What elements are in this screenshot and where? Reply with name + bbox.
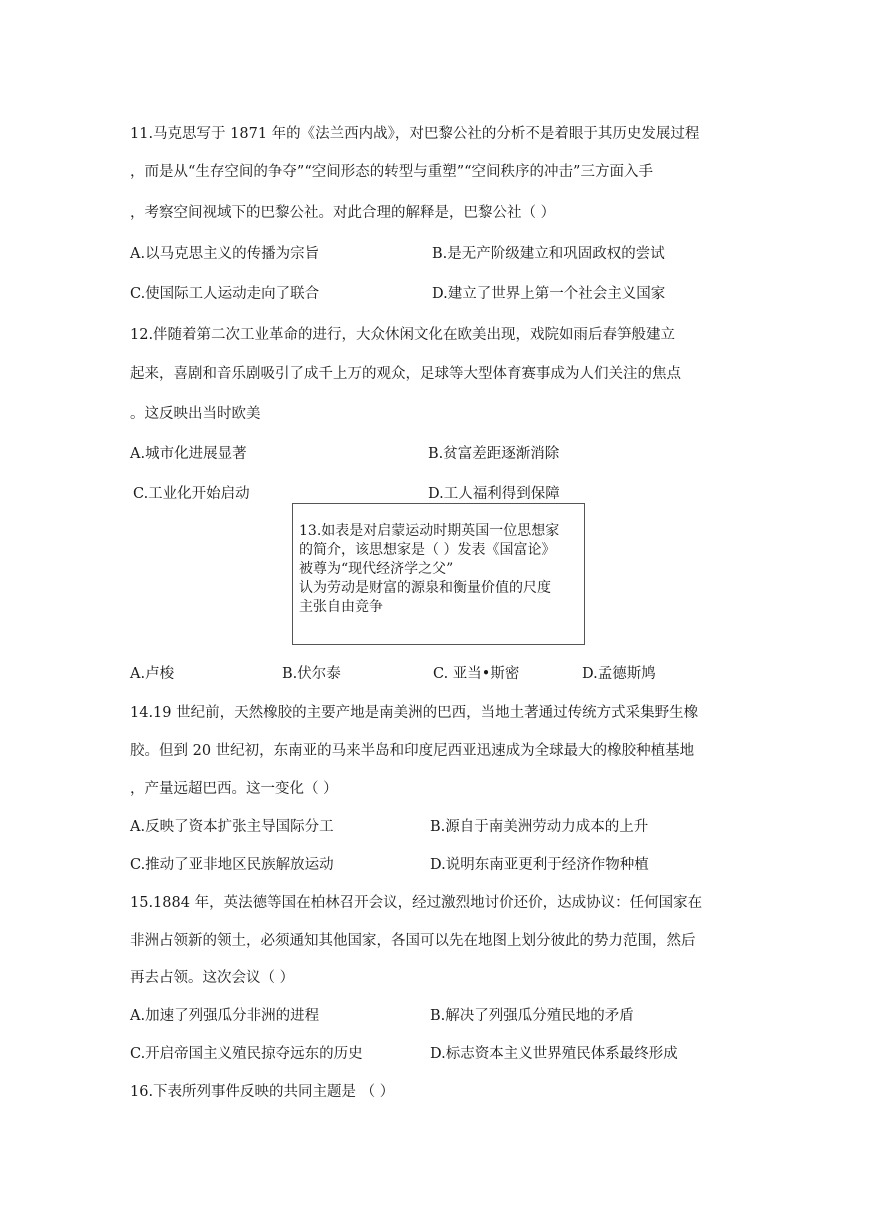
q11-option-c: C.使国际工人运动走向了联合 — [130, 286, 320, 302]
question-14-line-2: 胶。但到 20 世纪初，东南亚的马来半岛和印度尼西亚迅速成为全球最大的橡胶种植基地 — [130, 743, 695, 759]
q12-option-b: B.贫富差距逐渐消除 — [428, 446, 560, 462]
box-line-3: 被尊为“现代经济学之父” — [299, 561, 454, 577]
q12-option-c: C.工业化开始启动 — [133, 486, 250, 502]
question-15-line-3: 再去占领。这次会议（ ） — [130, 970, 295, 986]
q12-option-a: A.城市化进展显著 — [130, 446, 247, 462]
question-12-line-3: 。这反映出当时欧美 — [130, 406, 261, 422]
question-14-line-1: 14.19 世纪前，天然橡胶的主要产地是南美洲的巴西，当地土著通过传统方式采集野生橡 — [130, 705, 699, 721]
box-line-4: 认为劳动是财富的源泉和衡量价值的尺度 — [299, 580, 551, 596]
question-12-line-2: 起来，喜剧和音乐剧吸引了成千上万的观众，足球等大型体育赛事成为人们关注的焦点 — [130, 366, 681, 382]
box-line-5: 主张自由竞争 — [299, 599, 383, 615]
q12-option-d: D.工人福利得到保障 — [428, 486, 560, 502]
box-line-1: 13.如表是对启蒙运动时期英国一位思想家 — [299, 523, 560, 539]
q13-option-d: D.孟德斯鸠 — [582, 666, 656, 682]
question-11-line-1: 11.马克思写于 1871 年的《法兰西内战》，对巴黎公社的分析不是着眼于其历史发展过程 — [130, 126, 700, 142]
q13-option-a: A.卢梭 — [130, 666, 175, 682]
q14-option-c: C.推动了亚非地区民族解放运动 — [130, 857, 334, 873]
q14-option-a: A.反映了资本扩张主导国际分工 — [130, 819, 334, 835]
q11-option-b: B.是无产阶级建立和巩固政权的尝试 — [432, 246, 665, 262]
q14-option-b: B.源自于南美洲劳动力成本的上升 — [430, 819, 649, 835]
question-16-line-1: 16.下表所列事件反映的共同主题是 （ ） — [130, 1084, 395, 1100]
question-14-line-3: ，产量远超巴西。这一变化（ ） — [130, 781, 338, 797]
question-11-line-3: ，考察空间视域下的巴黎公社。对此合理的解释是，巴黎公社（ ） — [130, 205, 556, 221]
q13-option-b: B.伏尔泰 — [282, 666, 341, 682]
q15-option-c: C.开启帝国主义殖民掠夺远东的历史 — [130, 1046, 363, 1062]
q11-option-a: A.以马克思主义的传播为宗旨 — [130, 246, 320, 262]
question-11-line-2: ，而是从“生存空间的争夺”“空间形态的转型与重塑”“空间秩序的冲击”三方面入手 — [130, 164, 653, 180]
box-line-2: 的简介，该思想家是（ ）发表《国富论》 — [299, 542, 556, 558]
q13-option-c: C. 亚当•斯密 — [433, 666, 520, 682]
question-12-line-1: 12.伴随着第二次工业革命的进行，大众休闲文化在欧美出现，戏院如雨后春笋般建立 — [130, 327, 676, 343]
q15-option-b: B.解决了列强瓜分殖民地的矛盾 — [430, 1008, 634, 1024]
q15-option-d: D.标志资本主义世界殖民体系最终形成 — [430, 1046, 678, 1062]
thinker-info-box — [292, 503, 585, 645]
q14-option-d: D.说明东南亚更利于经济作物种植 — [430, 857, 649, 873]
q11-option-d: D.建立了世界上第一个社会主义国家 — [432, 286, 666, 302]
question-15-line-1: 15.1884 年，英法德等国在柏林召开会议，经过激烈地讨价还价，达成协议：任何国家在 — [130, 895, 703, 911]
q15-option-a: A.加速了列强瓜分非洲的进程 — [130, 1008, 320, 1024]
question-15-line-2: 非洲占领新的领土，必须通知其他国家，各国可以先在地图上划分彼此的势力范围，然后 — [130, 933, 696, 949]
